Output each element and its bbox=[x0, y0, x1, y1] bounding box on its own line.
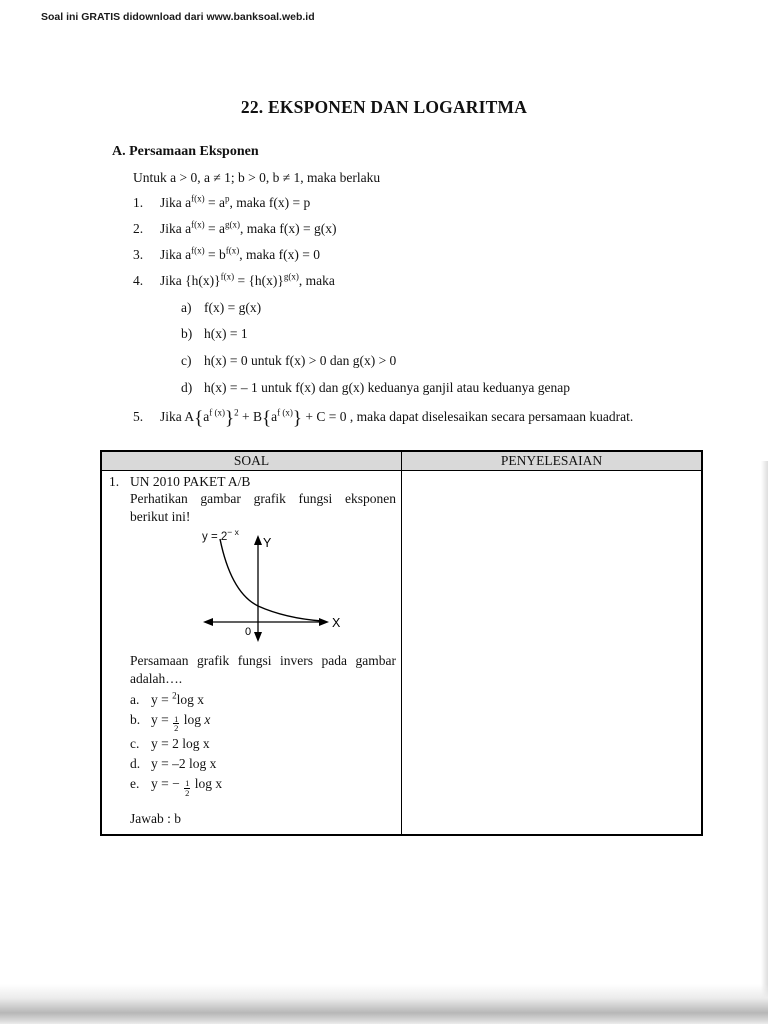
option-a bbox=[130, 690, 396, 709]
option-text: y = 2 log x bbox=[151, 736, 210, 752]
subrule-text: f(x) = g(x) bbox=[204, 299, 262, 315]
x-axis-label: X bbox=[332, 615, 341, 630]
origin-label: 0 bbox=[245, 625, 252, 638]
rule-5 bbox=[133, 407, 704, 429]
y-axis-up-arrow-icon bbox=[254, 535, 262, 545]
answer-text: Jawab : b bbox=[130, 811, 181, 827]
option-letter: d. bbox=[130, 756, 141, 772]
subrule-letter: b) bbox=[181, 326, 193, 342]
rule-formula: Jika $A\{a^{f (x)}\}^2 + B\{a^{f (x)}\} + C = 0$ , maka dapat diselesaikan secara persamaan kuadrat. bbox=[160, 407, 634, 429]
rule-3 bbox=[133, 246, 704, 264]
table-header-row bbox=[101, 451, 702, 470]
rules-list bbox=[133, 193, 704, 429]
rule-number: 1. bbox=[133, 195, 144, 211]
x-axis-left-arrow-icon bbox=[203, 618, 213, 626]
x-axis-right-arrow-icon bbox=[319, 618, 329, 626]
rule-2 bbox=[133, 220, 704, 238]
curve-equation-label: $y = 2^{- x}$ bbox=[202, 527, 239, 543]
column-header-soal: SOAL bbox=[101, 451, 402, 470]
subrule-d bbox=[181, 379, 704, 397]
rule-number: 3. bbox=[133, 247, 144, 262]
rule-4-subitems bbox=[181, 299, 704, 397]
rule-formula: Jika $a^{f(x)} = b^{f(x)}$, maka f(x) = 0 bbox=[160, 245, 320, 262]
rule-1 bbox=[133, 194, 704, 212]
option-d bbox=[130, 754, 396, 773]
section-heading: A. Persamaan Eksponen bbox=[112, 144, 259, 160]
subrule-text: h(x) = – 1 untuk f(x) dan g(x) keduanya ganjil atau keduanya genap bbox=[204, 380, 570, 396]
subrule-a bbox=[181, 299, 704, 317]
subrule-letter: a) bbox=[181, 299, 192, 315]
subrule-letter: c) bbox=[181, 353, 192, 369]
problem-content bbox=[109, 473, 396, 829]
problem-question: Persamaan grafik fungsi invers pada gambar adalah…. bbox=[130, 652, 396, 686]
subrule-letter: d) bbox=[181, 380, 193, 396]
answer-options bbox=[130, 690, 396, 799]
exponential-curve bbox=[220, 539, 322, 621]
subrule-text: h(x) = 1 bbox=[204, 326, 248, 342]
soal-cell bbox=[101, 470, 402, 835]
problem-source: UN 2010 PAKET A/B bbox=[130, 473, 251, 489]
download-note: Soal ini GRATIS didownload dari www.banksoal.web.id bbox=[41, 11, 315, 23]
option-e bbox=[130, 774, 396, 798]
option-letter: b. bbox=[130, 711, 141, 727]
problem-intro: Perhatikan gambar grafik fungsi eksponen berikut ini! bbox=[130, 491, 396, 525]
y-axis-label: Y bbox=[263, 535, 272, 550]
rule-number: 4. bbox=[133, 272, 144, 288]
y-axis-down-arrow-icon bbox=[254, 632, 262, 642]
rule-number: 2. bbox=[133, 221, 144, 237]
option-letter: c. bbox=[130, 736, 140, 752]
option-b bbox=[130, 710, 396, 734]
option-letter: a. bbox=[130, 691, 140, 707]
exponential-function-graph bbox=[200, 527, 352, 648]
section-intro: Untuk a > 0, a ≠ 1; b > 0, b ≠ 1, maka berlaku bbox=[133, 169, 381, 185]
option-text: y = − $\frac{1}{2}$ log x bbox=[151, 776, 223, 799]
section-a bbox=[112, 143, 704, 429]
rule-formula: Jika $\{h(x)\}^{f(x)} = \{h(x)\}^{g(x)}$, maka bbox=[160, 271, 335, 288]
rule-4 bbox=[133, 272, 704, 290]
subrule-c bbox=[181, 352, 704, 370]
option-text: y = –2 log x bbox=[151, 756, 217, 772]
page-title: 22. EKSPONEN DAN LOGARITMA bbox=[240, 97, 528, 117]
option-letter: e. bbox=[130, 776, 140, 792]
column-header-penyelesaian: PENYELESAIAN bbox=[402, 451, 703, 470]
problem-number: 1. bbox=[109, 473, 120, 489]
table-row bbox=[101, 470, 702, 835]
penyelesaian-cell bbox=[402, 470, 703, 835]
question-table bbox=[100, 450, 703, 836]
rule-formula: Jika $a^{f(x)} = a^p$, maka f(x) = p bbox=[160, 193, 311, 211]
rule-formula: Jika $a^{f(x)} = a^{g(x)}$, maka f(x) = g(x) bbox=[160, 219, 337, 237]
option-text: y = $^2$log x bbox=[151, 690, 205, 707]
rule-number: 5. bbox=[133, 408, 144, 424]
graph-canvas bbox=[200, 534, 352, 648]
option-c bbox=[130, 734, 396, 753]
option-text: y = $\frac{1}{2}$ log x bbox=[151, 711, 211, 734]
subrule-b bbox=[181, 325, 704, 343]
subrule-text: h(x) = 0 untuk f(x) > 0 dan g(x) > 0 bbox=[204, 353, 397, 369]
